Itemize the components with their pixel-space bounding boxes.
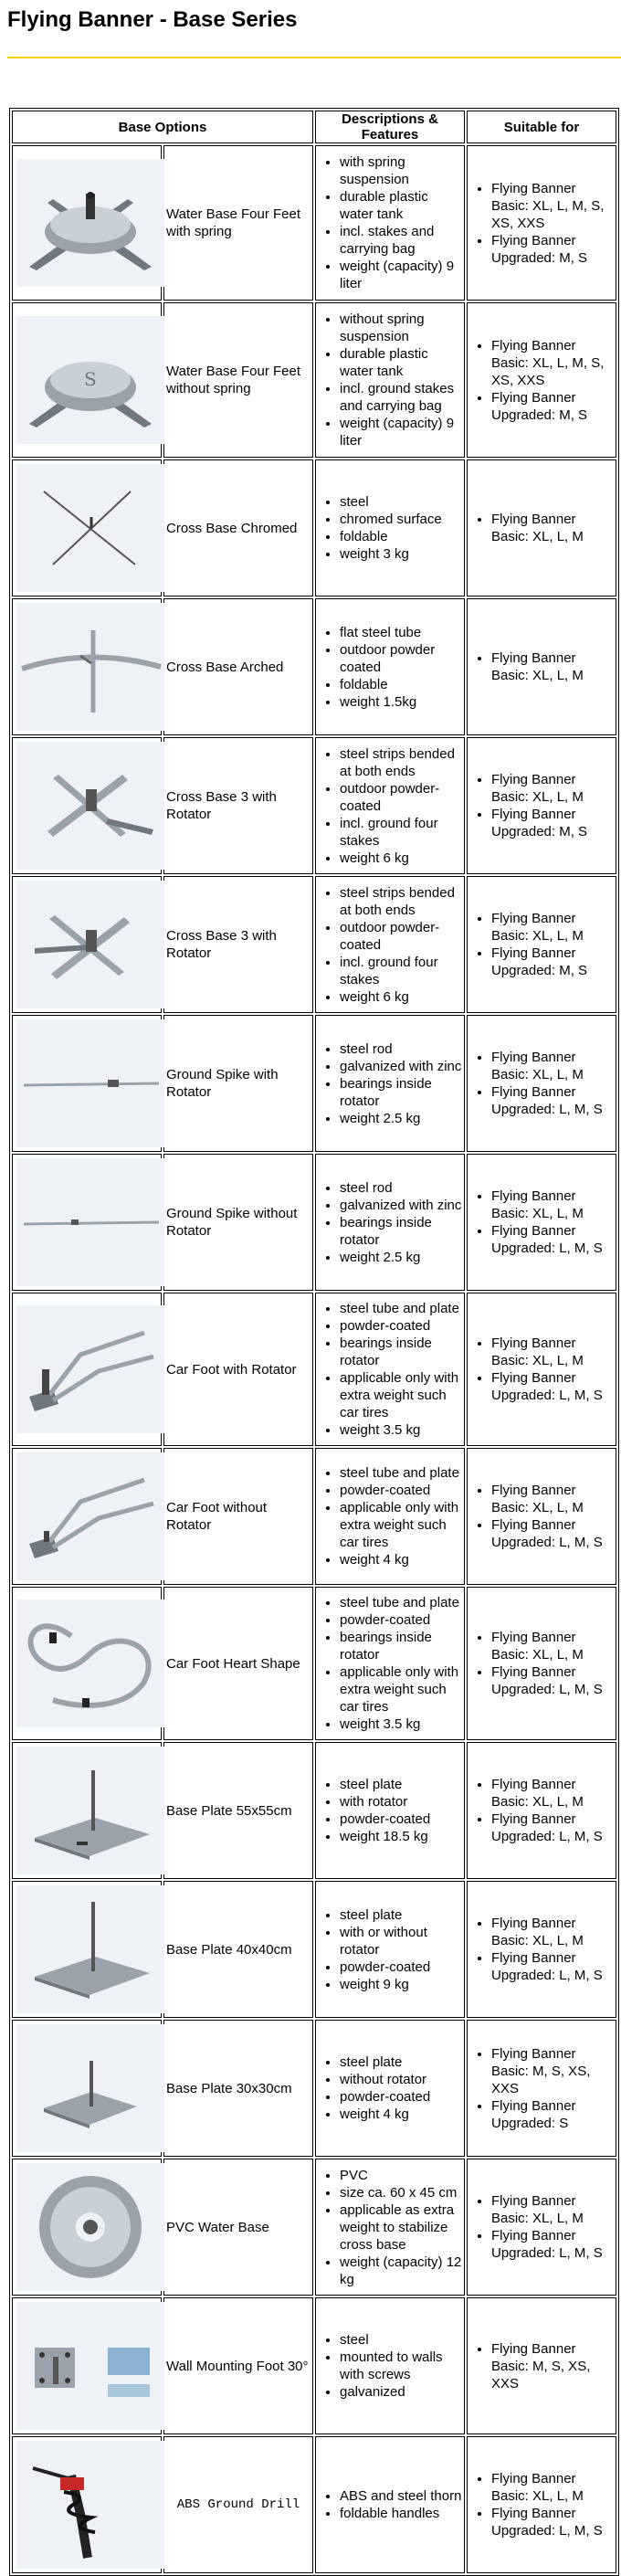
base-option-name: Base Plate 30x30cm	[163, 2020, 313, 2157]
feature-item: • galvanized with zinc	[340, 1058, 462, 1075]
product-image	[12, 2436, 162, 2573]
feature-item: • incl. ground stakes and carrying bag	[340, 380, 462, 415]
features-list	[318, 1776, 462, 1845]
feature-item: • with rotator	[340, 1793, 462, 1811]
car-foot-rotator-image	[16, 1305, 164, 1433]
feature-item: • ABS and steel thorn	[340, 2487, 462, 2505]
features-list	[318, 2167, 462, 2288]
product-image	[12, 2297, 162, 2434]
feature-item: • foldable	[340, 676, 462, 693]
product-image	[12, 1881, 162, 2018]
suitable-item: • Flying Banner Basic: XL, L, M	[491, 910, 614, 945]
suitable-item: • Flying Banner Basic: XL, L, M	[491, 1335, 614, 1369]
product-image	[12, 2020, 162, 2157]
suitable-cell	[467, 2436, 616, 2573]
feature-item: • powder-coated	[340, 1317, 462, 1335]
suitable-item: • Flying Banner Upgraded: L, M, S	[491, 1663, 614, 1698]
feature-item: • incl. stakes and carrying bag	[340, 223, 462, 258]
suitable-item: • Flying Banner Basic: XL, L, M	[491, 1629, 614, 1663]
suitable-item: • Flying Banner Basic: XL, L, M	[491, 511, 614, 545]
features-list	[318, 884, 462, 1006]
base-option-name: Water Base Four Feet with spring	[163, 145, 313, 301]
table-row	[12, 302, 616, 458]
table-row	[12, 1154, 616, 1291]
base-option-name: Base Plate 40x40cm	[163, 1881, 313, 2018]
product-image	[12, 459, 162, 596]
suitable-item: • Flying Banner Basic: XL, L, M	[491, 1915, 614, 1949]
feature-item: • weight 3.5 kg	[340, 1716, 462, 1733]
suitable-item: • Flying Banner Basic: XL, L, M	[491, 2470, 614, 2505]
feature-item: • weight 4 kg	[340, 1551, 462, 1568]
suitable-cell	[467, 1448, 616, 1585]
suitable-item: • Flying Banner Upgraded: M, S	[491, 806, 614, 840]
features-cell	[315, 1293, 465, 1446]
feature-item: • steel plate	[340, 1776, 462, 1793]
feature-item: • incl. ground four stakes	[340, 954, 462, 988]
base-option-name: Cross Base Chromed	[163, 459, 313, 596]
product-image	[12, 1587, 162, 1740]
features-list	[318, 493, 462, 563]
feature-item: • foldable	[340, 528, 462, 545]
car-foot-heart-image	[16, 1599, 164, 1727]
cross-base-rotator-2-image	[16, 881, 164, 1008]
base-plate-55-image	[16, 1747, 164, 1874]
feature-item: • steel tube and plate	[340, 1464, 462, 1482]
suitable-list	[469, 2470, 614, 2539]
feature-item: • outdoor powder-coated	[340, 780, 462, 815]
features-list	[318, 2487, 462, 2522]
suitable-cell	[467, 459, 616, 596]
features-list	[318, 2053, 462, 2123]
feature-item: • powder-coated	[340, 1611, 462, 1629]
base-option-name: Ground Spike without Rotator	[163, 1154, 313, 1291]
base-option-name: Water Base Four Feet without spring	[163, 302, 313, 458]
feature-item: • applicable only with extra weight such car tires	[340, 1499, 462, 1551]
feature-item: • applicable as extra weight to stabilize cross base	[340, 2201, 462, 2254]
base-option-name: Cross Base 3 with Rotator	[163, 737, 313, 874]
feature-item: • weight (capacity) 12 kg	[340, 2254, 462, 2288]
features-list	[318, 2331, 462, 2401]
feature-item: • bearings inside rotator	[340, 1214, 462, 1249]
feature-item: • without spring suspension	[340, 311, 462, 345]
feature-item: • steel tube and plate	[340, 1594, 462, 1611]
base-option-name: Cross Base 3 with Rotator	[163, 876, 313, 1013]
feature-item: • steel strips bended at both ends	[340, 884, 462, 919]
table-header-row	[12, 111, 616, 143]
suitable-item: • Flying Banner Upgraded: L, M, S	[491, 2505, 614, 2539]
features-cell	[315, 302, 465, 458]
feature-item: • chromed surface	[340, 511, 462, 528]
feature-item: • steel tube and plate	[340, 1300, 462, 1317]
feature-item: • bearings inside rotator	[340, 1075, 462, 1110]
base-option-name: Base Plate 55x55cm	[163, 1742, 313, 1879]
features-list	[318, 153, 462, 292]
header-base-options: Base Options	[12, 111, 313, 143]
feature-item: • weight 6 kg	[340, 988, 462, 1006]
table-row	[12, 737, 616, 874]
suitable-cell	[467, 302, 616, 458]
feature-item: • steel rod	[340, 1040, 462, 1058]
product-image	[12, 1742, 162, 1879]
suitable-cell	[467, 1293, 616, 1446]
feature-item: • mounted to walls with screws	[340, 2349, 462, 2383]
suitable-cell	[467, 2020, 616, 2157]
suitable-item: • Flying Banner Upgraded: M, S	[491, 232, 614, 267]
feature-item: • foldable handles	[340, 2505, 462, 2522]
feature-item: • weight 9 kg	[340, 1976, 462, 1993]
suitable-item: • Flying Banner Upgraded: L, M, S	[491, 1949, 614, 1984]
features-cell	[315, 1015, 465, 1152]
suitable-item: • Flying Banner Upgraded: L, M, S	[491, 1811, 614, 1845]
features-list	[318, 1179, 462, 1266]
feature-item: • weight 18.5 kg	[340, 1828, 462, 1845]
feature-item: • outdoor powder coated	[340, 641, 462, 676]
suitable-item: • Flying Banner Basic: XL, L, M	[491, 1776, 614, 1811]
suitable-list	[469, 1482, 614, 1551]
table-row	[12, 1448, 616, 1585]
features-list	[318, 745, 462, 867]
suitable-item: • Flying Banner Basic: XL, L, M	[491, 1482, 614, 1516]
table-row	[12, 1881, 616, 2018]
base-option-name: Car Foot without Rotator	[163, 1448, 313, 1585]
base-option-name: Car Foot Heart Shape	[163, 1587, 313, 1740]
suitable-cell	[467, 2297, 616, 2434]
suitable-list	[469, 2340, 614, 2392]
car-foot-image	[16, 1452, 164, 1580]
suitable-item: • Flying Banner Basic: M, S, XS, XXS	[491, 2340, 614, 2392]
product-image	[12, 2159, 162, 2296]
feature-item: • powder-coated	[340, 1811, 462, 1828]
suitable-item: • Flying Banner Upgraded: M, S	[491, 389, 614, 424]
feature-item: • flat steel tube	[340, 624, 462, 641]
features-list	[318, 624, 462, 711]
suitable-item: • Flying Banner Basic: XL, L, M	[491, 1188, 614, 1222]
product-image	[12, 1015, 162, 1152]
table-row	[12, 2159, 616, 2296]
features-cell	[315, 1154, 465, 1291]
suitable-item: • Flying Banner Upgraded: S	[491, 2097, 614, 2132]
feature-item: • powder-coated	[340, 1958, 462, 1976]
wall-mounting-foot-image	[16, 2302, 164, 2430]
water-base-no-spring-image	[16, 316, 164, 444]
suitable-item: • Flying Banner Basic: XL, L, M, S, XS, XXS	[491, 337, 614, 389]
feature-item: • weight 3.5 kg	[340, 1421, 462, 1439]
base-option-name: Wall Mounting Foot 30°	[163, 2297, 313, 2434]
suitable-item: • Flying Banner Upgraded: L, M, S	[491, 1222, 614, 1257]
product-image	[12, 1154, 162, 1291]
features-cell	[315, 598, 465, 735]
product-image	[12, 737, 162, 874]
suitable-list	[469, 1629, 614, 1698]
suitable-item: • Flying Banner Basic: XL, L, M	[491, 649, 614, 684]
features-cell	[315, 459, 465, 596]
feature-item: • steel plate	[340, 2053, 462, 2071]
table-row	[12, 1015, 616, 1152]
suitable-cell	[467, 2159, 616, 2296]
feature-item: • durable plastic water tank	[340, 345, 462, 380]
suitable-cell	[467, 1015, 616, 1152]
suitable-list	[469, 1049, 614, 1118]
ground-spike-rotator-image	[16, 1019, 164, 1147]
suitable-list	[469, 1776, 614, 1845]
features-cell	[315, 2159, 465, 2296]
feature-item: • galvanized with zinc	[340, 1197, 462, 1214]
features-list	[318, 311, 462, 449]
table-row	[12, 2297, 616, 2434]
feature-item: • with or without rotator	[340, 1924, 462, 1958]
suitable-item: • Flying Banner Basic: M, S, XS, XXS	[491, 2045, 614, 2097]
features-cell	[315, 2020, 465, 2157]
header-suitable-for: Suitable for	[467, 111, 616, 143]
feature-item: • size ca. 60 x 45 cm	[340, 2184, 462, 2201]
suitable-cell	[467, 876, 616, 1013]
features-cell	[315, 1881, 465, 2018]
base-options-table	[9, 108, 619, 2576]
features-list	[318, 1906, 462, 1993]
suitable-item: • Flying Banner Basic: XL, L, M, S, XS, XXS	[491, 180, 614, 232]
feature-item: • weight 1.5kg	[340, 693, 462, 711]
base-option-name: Ground Spike with Rotator	[163, 1015, 313, 1152]
feature-item: • weight 2.5 kg	[340, 1249, 462, 1266]
table-row	[12, 2436, 616, 2573]
feature-item: • weight 2.5 kg	[340, 1110, 462, 1127]
features-cell	[315, 1448, 465, 1585]
table-row	[12, 1293, 616, 1446]
suitable-item: • Flying Banner Upgraded: L, M, S	[491, 1369, 614, 1404]
suitable-cell	[467, 145, 616, 301]
suitable-list	[469, 910, 614, 979]
table-row	[12, 145, 616, 301]
table-row	[12, 2020, 616, 2157]
product-image	[12, 1293, 162, 1446]
suitable-item: • Flying Banner Basic: XL, L, M	[491, 1049, 614, 1083]
feature-item: • weight (capacity) 9 liter	[340, 258, 462, 292]
base-plate-30-image	[16, 2024, 164, 2152]
feature-item: • outdoor powder-coated	[340, 919, 462, 954]
feature-item: • bearings inside rotator	[340, 1335, 462, 1369]
suitable-list	[469, 1188, 614, 1257]
suitable-list	[469, 649, 614, 684]
feature-item: • durable plastic water tank	[340, 188, 462, 223]
feature-item: • incl. ground four stakes	[340, 815, 462, 850]
product-image	[12, 1448, 162, 1585]
features-list	[318, 1464, 462, 1568]
table-row	[12, 598, 616, 735]
feature-item: • steel	[340, 493, 462, 511]
feature-item: • weight 3 kg	[340, 545, 462, 563]
features-cell	[315, 737, 465, 874]
product-image	[12, 302, 162, 458]
ground-spike-image	[16, 1158, 164, 1286]
suitable-cell	[467, 1881, 616, 2018]
features-list	[318, 1594, 462, 1733]
suitable-cell	[467, 1587, 616, 1740]
suitable-cell	[467, 598, 616, 735]
header-descriptions: Descriptions & Features	[315, 111, 465, 143]
title-divider	[7, 57, 621, 58]
feature-item: • steel rod	[340, 1179, 462, 1197]
feature-item: • steel plate	[340, 1906, 462, 1924]
suitable-list	[469, 511, 614, 545]
feature-item: • galvanized	[340, 2383, 462, 2401]
suitable-cell	[467, 1154, 616, 1291]
feature-item: • weight 6 kg	[340, 850, 462, 867]
suitable-item: • Flying Banner Upgraded: L, M, S	[491, 1083, 614, 1118]
table-row	[12, 876, 616, 1013]
feature-item: • applicable only with extra weight such car tires	[340, 1369, 462, 1421]
suitable-list	[469, 180, 614, 267]
base-plate-40-image	[16, 1885, 164, 2013]
features-cell	[315, 1742, 465, 1879]
suitable-item: • Flying Banner Upgraded: L, M, S	[491, 2227, 614, 2262]
feature-item: • steel	[340, 2331, 462, 2349]
features-list	[318, 1040, 462, 1127]
features-cell	[315, 2297, 465, 2434]
feature-item: • steel strips bended at both ends	[340, 745, 462, 780]
suitable-item: • Flying Banner Basic: XL, L, M	[491, 771, 614, 806]
product-image	[12, 876, 162, 1013]
abs-ground-drill-image	[16, 2441, 164, 2569]
feature-item: • weight 4 kg	[340, 2106, 462, 2123]
features-cell	[315, 145, 465, 301]
feature-item: • weight (capacity) 9 liter	[340, 415, 462, 449]
suitable-list	[469, 1915, 614, 1984]
suitable-item: • Flying Banner Upgraded: L, M, S	[491, 1516, 614, 1551]
suitable-list	[469, 337, 614, 424]
feature-item: • applicable only with extra weight such car tires	[340, 1663, 462, 1716]
svg-text:S: S	[84, 368, 97, 390]
feature-item: • powder-coated	[340, 1482, 462, 1499]
table-row	[12, 1587, 616, 1740]
product-image	[12, 145, 162, 301]
suitable-cell	[467, 737, 616, 874]
base-option-name: ABS Ground Drill	[163, 2436, 313, 2573]
feature-item: • bearings inside rotator	[340, 1629, 462, 1663]
features-cell	[315, 1587, 465, 1740]
suitable-item: • Flying Banner Basic: XL, L, M	[491, 2192, 614, 2227]
product-image	[12, 598, 162, 735]
suitable-list	[469, 2192, 614, 2262]
suitable-cell	[467, 1742, 616, 1879]
feature-item: • without rotator	[340, 2071, 462, 2088]
features-cell	[315, 876, 465, 1013]
cross-base-arched-image	[16, 603, 164, 731]
features-list	[318, 1300, 462, 1439]
suitable-list	[469, 771, 614, 840]
cross-base-chromed-image	[16, 464, 164, 592]
features-cell	[315, 2436, 465, 2573]
suitable-list	[469, 2045, 614, 2132]
feature-item: • with spring suspension	[340, 153, 462, 188]
feature-item: • powder-coated	[340, 2088, 462, 2106]
feature-item: • PVC	[340, 2167, 462, 2184]
suitable-list	[469, 1335, 614, 1404]
page-title: Flying Banner - Base Series	[7, 7, 298, 32]
base-option-name: Cross Base Arched	[163, 598, 313, 735]
table-row	[12, 1742, 616, 1879]
suitable-item: • Flying Banner Upgraded: M, S	[491, 945, 614, 979]
base-option-name: PVC Water Base	[163, 2159, 313, 2296]
table-row	[12, 459, 616, 596]
pvc-water-base-image	[16, 2163, 164, 2291]
base-option-name: Car Foot with Rotator	[163, 1293, 313, 1446]
water-base-spring-image	[16, 159, 164, 287]
cross-base-rotator-image	[16, 742, 164, 870]
